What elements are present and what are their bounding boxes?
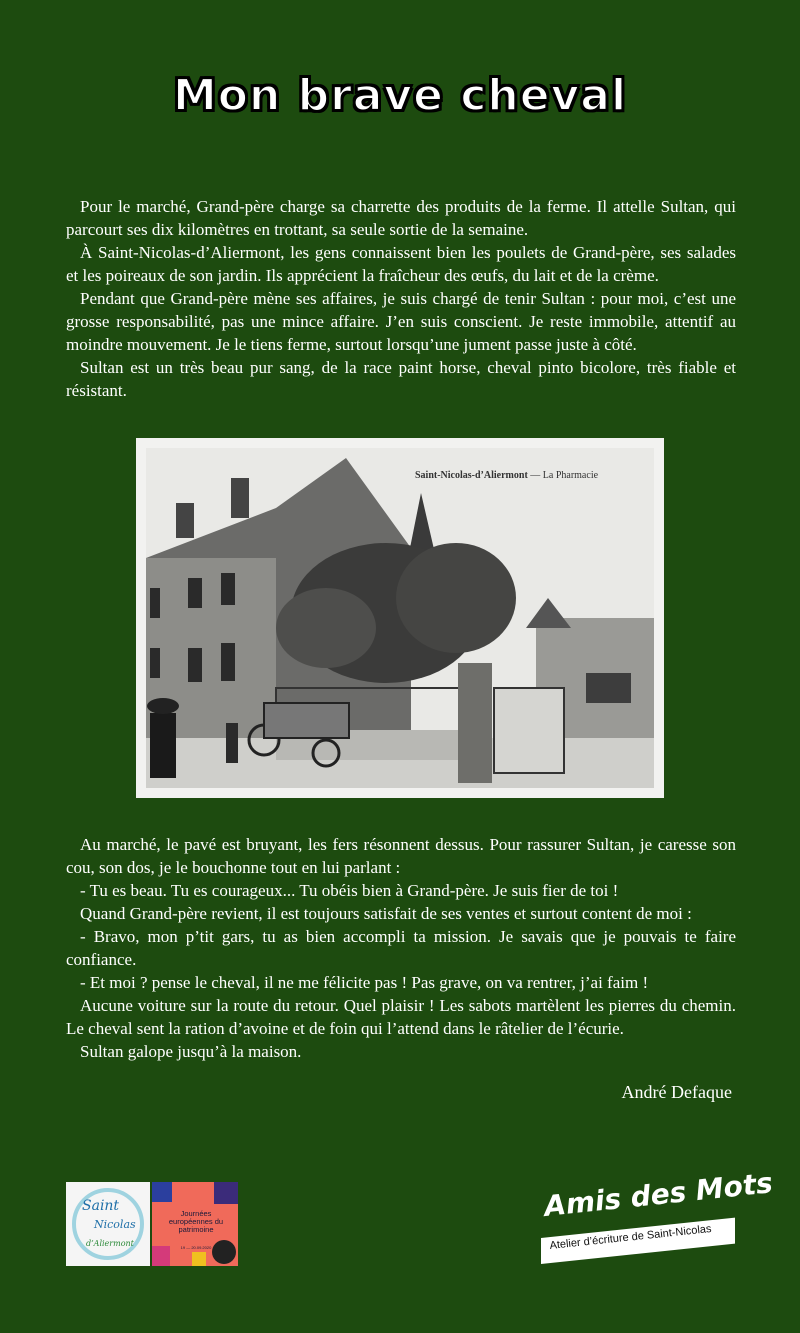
- paragraph: Sultan est un très beau pur sang, de la race paint horse, cheval pinto bicolore, très fiable et résistant.: [66, 358, 736, 400]
- svg-text:Nicolas: Nicolas: [94, 1218, 136, 1231]
- page-title: Mon brave cheval: [172, 70, 628, 121]
- pharmacy-building-image: [146, 448, 654, 788]
- paragraph: - Tu es beau. Tu es courageux... Tu obéis bien à Grand-père. Je suis fier de toi !: [80, 881, 619, 900]
- jep-date: 19 — 20.09.2020: [180, 1245, 212, 1250]
- story-intro: [66, 195, 736, 402]
- atelier-banner: [541, 1222, 735, 1266]
- story-continuation: [66, 833, 736, 1063]
- saint-nicolas-logo: [66, 1182, 150, 1266]
- paragraph: Au marché, le pavé est bruyant, les fers résonnent dessus. Pour rassurer Sultan, je caresse son cou, son dos, je le bouchonne tout en lui parlant :: [66, 835, 736, 877]
- svg-text:d’Aliermont: d’Aliermont: [86, 1239, 134, 1248]
- paragraph: Sultan galope jusqu’à la maison.: [80, 1042, 302, 1061]
- jep-title: Journées européennes du patrimoine: [168, 1209, 224, 1234]
- postcard-photo: [136, 438, 664, 798]
- author-signature: André Defaque: [621, 1082, 732, 1102]
- paragraph: Pour le marché, Grand-père charge sa charrette des produits de la ferme. Il attelle Sultan, qui parcourt ses dix kilomètres en trottant, sa seule sortie de la semaine.: [66, 197, 736, 239]
- paragraph: À Saint-Nicolas-d’Aliermont, les gens connaissent bien les poulets de Grand-père, ses salades et les poireaux de son jardin. Ils apprécient la fraîcheur des œufs, du lait et de la crème.: [66, 243, 736, 285]
- paragraph: Pendant que Grand-père mène ses affaires, je suis chargé de tenir Sultan : pour moi, c’est une grosse responsabilité, pas une mince affaire. J’en suis conscient. Je reste immobile, attentif au moindre mouvement. Je le tiens ferme, surtout lorsqu’une jument passe juste à côté.: [66, 289, 736, 354]
- svg-text:Saint: Saint: [82, 1198, 120, 1214]
- caption-title: — La Pharmacie: [527, 470, 599, 481]
- paragraph: - Et moi ? pense le cheval, il ne me félicite pas ! Pas grave, on va rentrer, j’ai faim !: [80, 973, 649, 992]
- paragraph: - Bravo, mon p’tit gars, tu as bien accompli ta mission. Je savais que je pouvais te faire confiance.: [66, 927, 736, 969]
- amis-des-mots-logo: Amis des Mots: [542, 1166, 775, 1223]
- caption-place: Saint-Nicolas-d’Aliermont: [415, 470, 528, 481]
- paragraph: Quand Grand-père revient, il est toujours satisfait de ses ventes et surtout content de moi :: [80, 904, 692, 923]
- postcard-caption: [415, 470, 598, 481]
- atelier-label: Atelier d’écriture de Saint-Nicolas: [549, 1222, 713, 1252]
- paragraph: Aucune voiture sur la route du retour. Quel plaisir ! Les sabots martèlent les pierres du chemin. Le cheval sent la ration d’avoine et de foin qui l’attend dans le râtelier de l’écurie.: [66, 996, 736, 1038]
- jep-logo: [152, 1182, 238, 1266]
